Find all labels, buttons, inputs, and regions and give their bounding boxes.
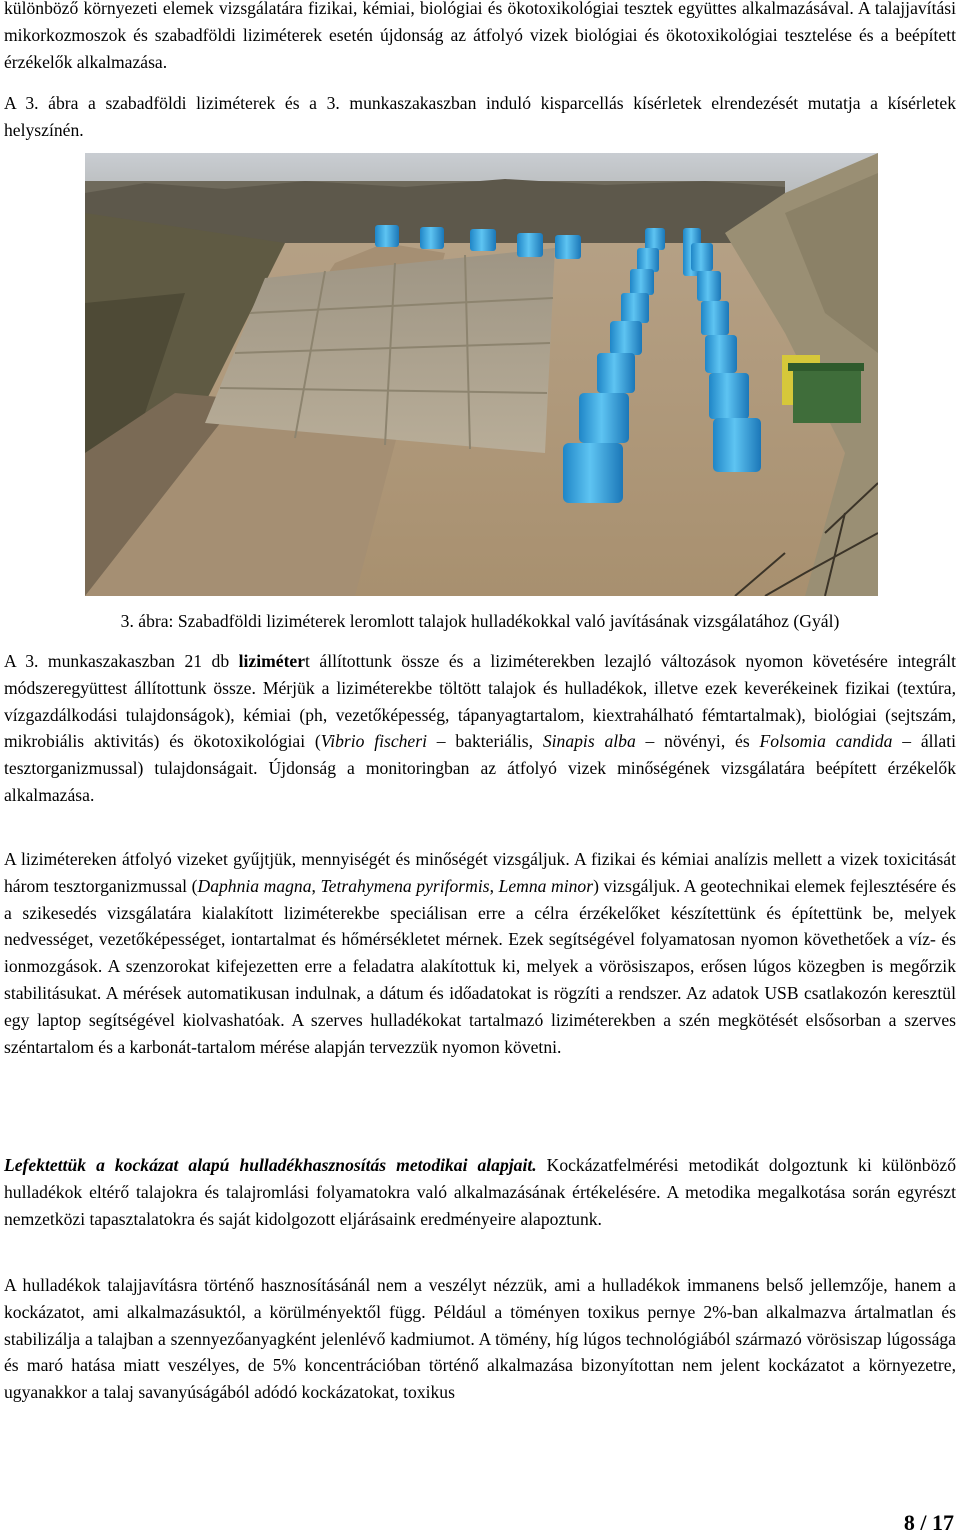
p4-species-2: Tetrahymena pyriformis <box>320 875 490 896</box>
paragraph-lysimeters <box>4 648 956 809</box>
p3-species-3: Folsomia candida <box>759 731 893 752</box>
p3-text-3: állítottunk össze és a liziméterekben lezajló változások nyomon követésére integrált módszeregyüttest állítottunk össze. Mérjük a liziméterekbe töltött talajok és hulladékok, illetve ezek keverékeinek fizikai (textúra, vízgazdálkodási tulajdonságok), kémiai (ph, vezetőképesség, tápanyagtartalom, kiextrahálható fémtartalmak), biológiai (sejtszám, mikrobiális aktivitás) és ökotoxikológiai ( <box>4 651 956 752</box>
p3-text-6: – állati tesztorganizmussal) tulajdonságait. Újdonság a monitoringban az átfolyó vizek minőségének vizsgálatára beépített érzékelők alkalmazása. <box>4 731 956 805</box>
p3-text-1: A 3. munkaszakaszban 21 db <box>4 651 239 671</box>
p4-text-3: , <box>489 875 499 896</box>
p3-text-5: – növényi, és <box>635 731 760 752</box>
p3-text-4: – bakteriális, <box>426 731 543 752</box>
p3-text-2: t <box>305 651 310 671</box>
p4-text-1: A lizimétereken átfolyó vizeket gyűjtjük, mennyiségét és minőségét vizsgáljuk. A fizikai és kémiai analízis mellett a vizek toxicitását három tesztorganizmussal ( <box>4 849 956 896</box>
p5-text: Kockázatfelmérési metodikát dolgoztunk ki különböző hulladékok eltérő talajokra és talajromlási folyamatokra való alkalmazásának értékelésére. A metodika megalkotása során egyrészt nemzetközi tapasztalatokra és saját kidolgozott eljárásaink eredményeire alapoztunk. <box>4 1155 956 1229</box>
p3-species-1: Vibrio fischeri <box>320 731 427 752</box>
p4-text-4: ) vizsgáljuk. A geotechnikai elemek fejlesztésére és a szikesedés vizsgálatára kialakított liziméterekbe speciálisan erre a célra érzékelőket készítettünk és építettünk be, melyek nedvességet, vezetőképességet, iontartalmat és hőmérsékletet mérnek. Ezek segítségével folyamatosan nyomon követhetőek a víz- és ionmozgások. A szenzorokat kifejezetten erre a feladatra alakítottuk ki, melyek a vörösiszapos, erősen lúgos közegben is megőrzik stabilitásukat. A mérések automatikusan indulnak, a dátum és időadatokat is rögzíti a rendszer. Az adatok USB csatlakozón keresztül egy laptop segítségével kiolvashatóak. A szerves hulladékokat tartalmazó liziméterekben a szén megkötését elsősorban a szerves széntartalom és a karbonát-tartalom mérése alapján tervezzük nyomon követni. <box>4 875 957 1057</box>
p4-text-2: , <box>311 875 321 896</box>
paragraph-water-analysis <box>4 846 956 1060</box>
page-number: 8 / 17 <box>903 1510 954 1535</box>
p4-species-3: Lemna minor <box>498 875 594 896</box>
p5-heading: Lefektettük a kockázat alapú hulladékhasznosítás metodikai alapjait. <box>4 1155 537 1175</box>
figure-caption: 3. ábra: Szabadföldi liziméterek leromlott talajok hulladékokkal való javításának vizsgálatához (Gyál) <box>120 611 840 631</box>
lysimeter-field-photo <box>85 153 878 596</box>
p4-species-1: Daphnia magna <box>197 875 312 896</box>
paragraph-intro: különböző környezeti elemek vizsgálatára fizikai, kémiai, biológiai és ökotoxikológiai tesztek együttes alkalmazásával. A talajjavítási mikorkozmoszok és szabadföldi liziméterek esetén újdonság az átfolyó vizek biológiai és ökotoxikológiai tesztelése és a beépített érzékelők alkalmazása. <box>4 0 956 72</box>
paragraph-risk-methodology <box>4 1152 956 1232</box>
paragraph-figure-reference: A 3. ábra a szabadföldi liziméterek és a 3. munkaszakaszban induló kisparcellás kísérletek elrendezését mutatja a kísérletek helyszínén. <box>4 93 956 140</box>
p3-species-2: Sinapis alba <box>542 731 636 752</box>
paragraph-risk-vs-hazard: A hulladékok talajjavításra történő hasznosításánál nem a veszélyt nézzük, ami a hulladékok immanens belső jellemzője, hanem a kockázatot, ami alkalmazásuktól, a körülményektől függ. Például a töményen toxikus pernye 2%-ban alkalmazva ártalmatlan és stabilizálja a talajban a szennyezőanyagként jelenlévő kadmiumot. A tömény, híg lúgos technológiából származó vörösiszap lúgossága és maró hatása miatt veszélyes, de 5% koncentrációban történő alkalmazása bizonyítottan nem jelent kockázatot a környezetre, ugyanakkor a talaj savanyúságából adódó kockázatokat, toxikus <box>4 1275 956 1403</box>
p3-bold-term: liziméter <box>238 651 306 671</box>
